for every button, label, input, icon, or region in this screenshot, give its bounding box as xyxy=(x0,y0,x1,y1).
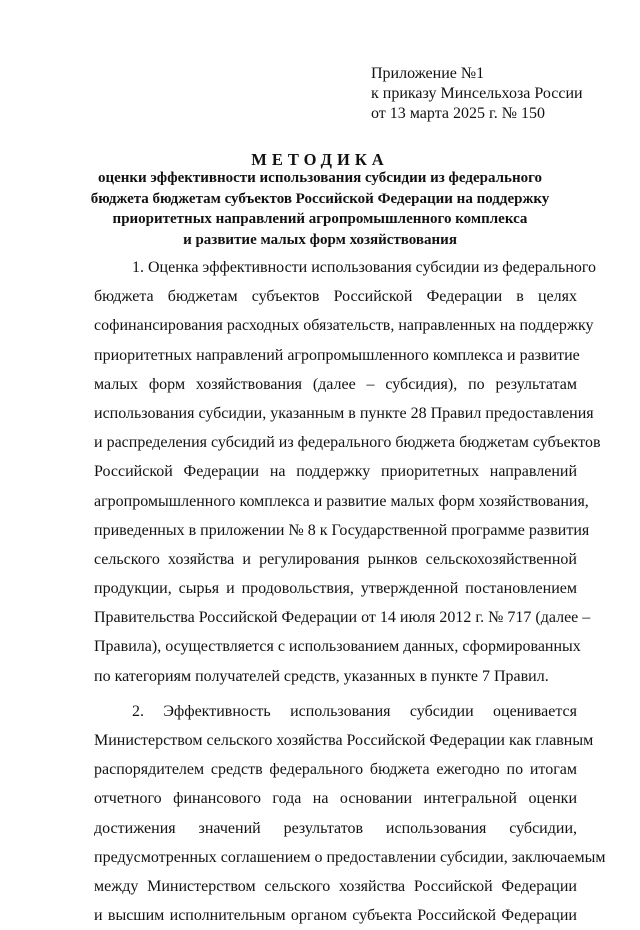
paragraph-1-line: Правительства Российской Федерации от 14 июля 2012 г. № 717 (далее – xyxy=(94,609,591,627)
paragraph-2-line: 2. Эффективность использования субсидии оценивается xyxy=(132,702,577,720)
subtitle-line: бюджета бюджетам субъектов Российской Федерации на поддержку xyxy=(90,190,550,207)
appendix-order-date: от 13 марта 2025 г. № 150 xyxy=(371,105,545,122)
appendix-number: Приложение №1 xyxy=(371,65,485,82)
paragraph-1-line: приведенных в приложении № 8 к Государственной программе развития xyxy=(94,521,590,539)
paragraph-2-line: Министерством сельского хозяйства Российской Федерации как главным xyxy=(94,732,594,749)
appendix-header xyxy=(371,64,611,124)
appendix-order-reference: к приказу Минсельхоза России xyxy=(371,85,583,102)
paragraph-1-line: Правила), осуществляется с использованием данных, сформированных xyxy=(94,638,581,656)
paragraph-1-line: по категориям получателей средств, указанных в пункте 7 Правил. xyxy=(94,667,549,685)
paragraph-1-line: малых форм хозяйствования (далее – субсидия), по результатам xyxy=(94,375,577,393)
document-subtitle xyxy=(40,168,600,250)
paragraph-1-line: 1. Оценка эффективности использования субсидии из федерального xyxy=(132,259,597,276)
paragraph-2-line: предусмотренных соглашением о предоставлении субсидии, заключаемым xyxy=(94,848,606,866)
paragraph-2-line: отчетного финансового года на основании интегральной оценки xyxy=(94,790,577,808)
paragraph-2-line: между Министерством сельского хозяйства Российской Федерации xyxy=(94,877,577,895)
paragraph-2-line: и высшим исполнительным органом субъекта Российской Федерации xyxy=(94,907,577,925)
paragraph-1-line: софинансирования расходных обязательств, направленных на поддержку xyxy=(94,317,594,335)
subtitle-line: оценки эффективности использования субсидии из федерального xyxy=(97,170,543,186)
paragraph-1-line: бюджета бюджетам субъектов Российской Федерации в целях xyxy=(94,288,577,306)
subtitle-line: и развитие малых форм хозяйствования xyxy=(183,231,457,248)
paragraph-1-line: Российской Федерации на поддержку приоритетных направлений xyxy=(94,463,577,481)
paragraph-2-line: достижения значений результатов использования субсидии, xyxy=(94,819,577,837)
paragraph-2-line: распорядителем средств федерального бюджета ежегодно по итогам xyxy=(94,761,577,779)
document-title: МЕТОДИКА xyxy=(251,150,389,169)
paragraph-1-line: продукции, сырья и продовольствия, утвержденной постановлением xyxy=(94,580,577,598)
document-body xyxy=(94,253,606,930)
subtitle-line: приоритетных направлений агропромышленного комплекса xyxy=(112,211,528,227)
paragraph-1-line: использования субсидии, указанным в пункте 28 Правил предоставления xyxy=(94,404,594,422)
paragraph-1-line: сельского хозяйства и регулирования рынков сельскохозяйственной xyxy=(94,550,577,568)
paragraph-1-line: агропромышленного комплекса и развитие малых форм хозяйствования, xyxy=(94,492,589,510)
paragraph-1-line: и распределения субсидий из федерального бюджета бюджетам субъектов xyxy=(94,434,601,452)
paragraph-1-line: приоритетных направлений агропромышленного комплекса и развитие xyxy=(94,346,580,364)
